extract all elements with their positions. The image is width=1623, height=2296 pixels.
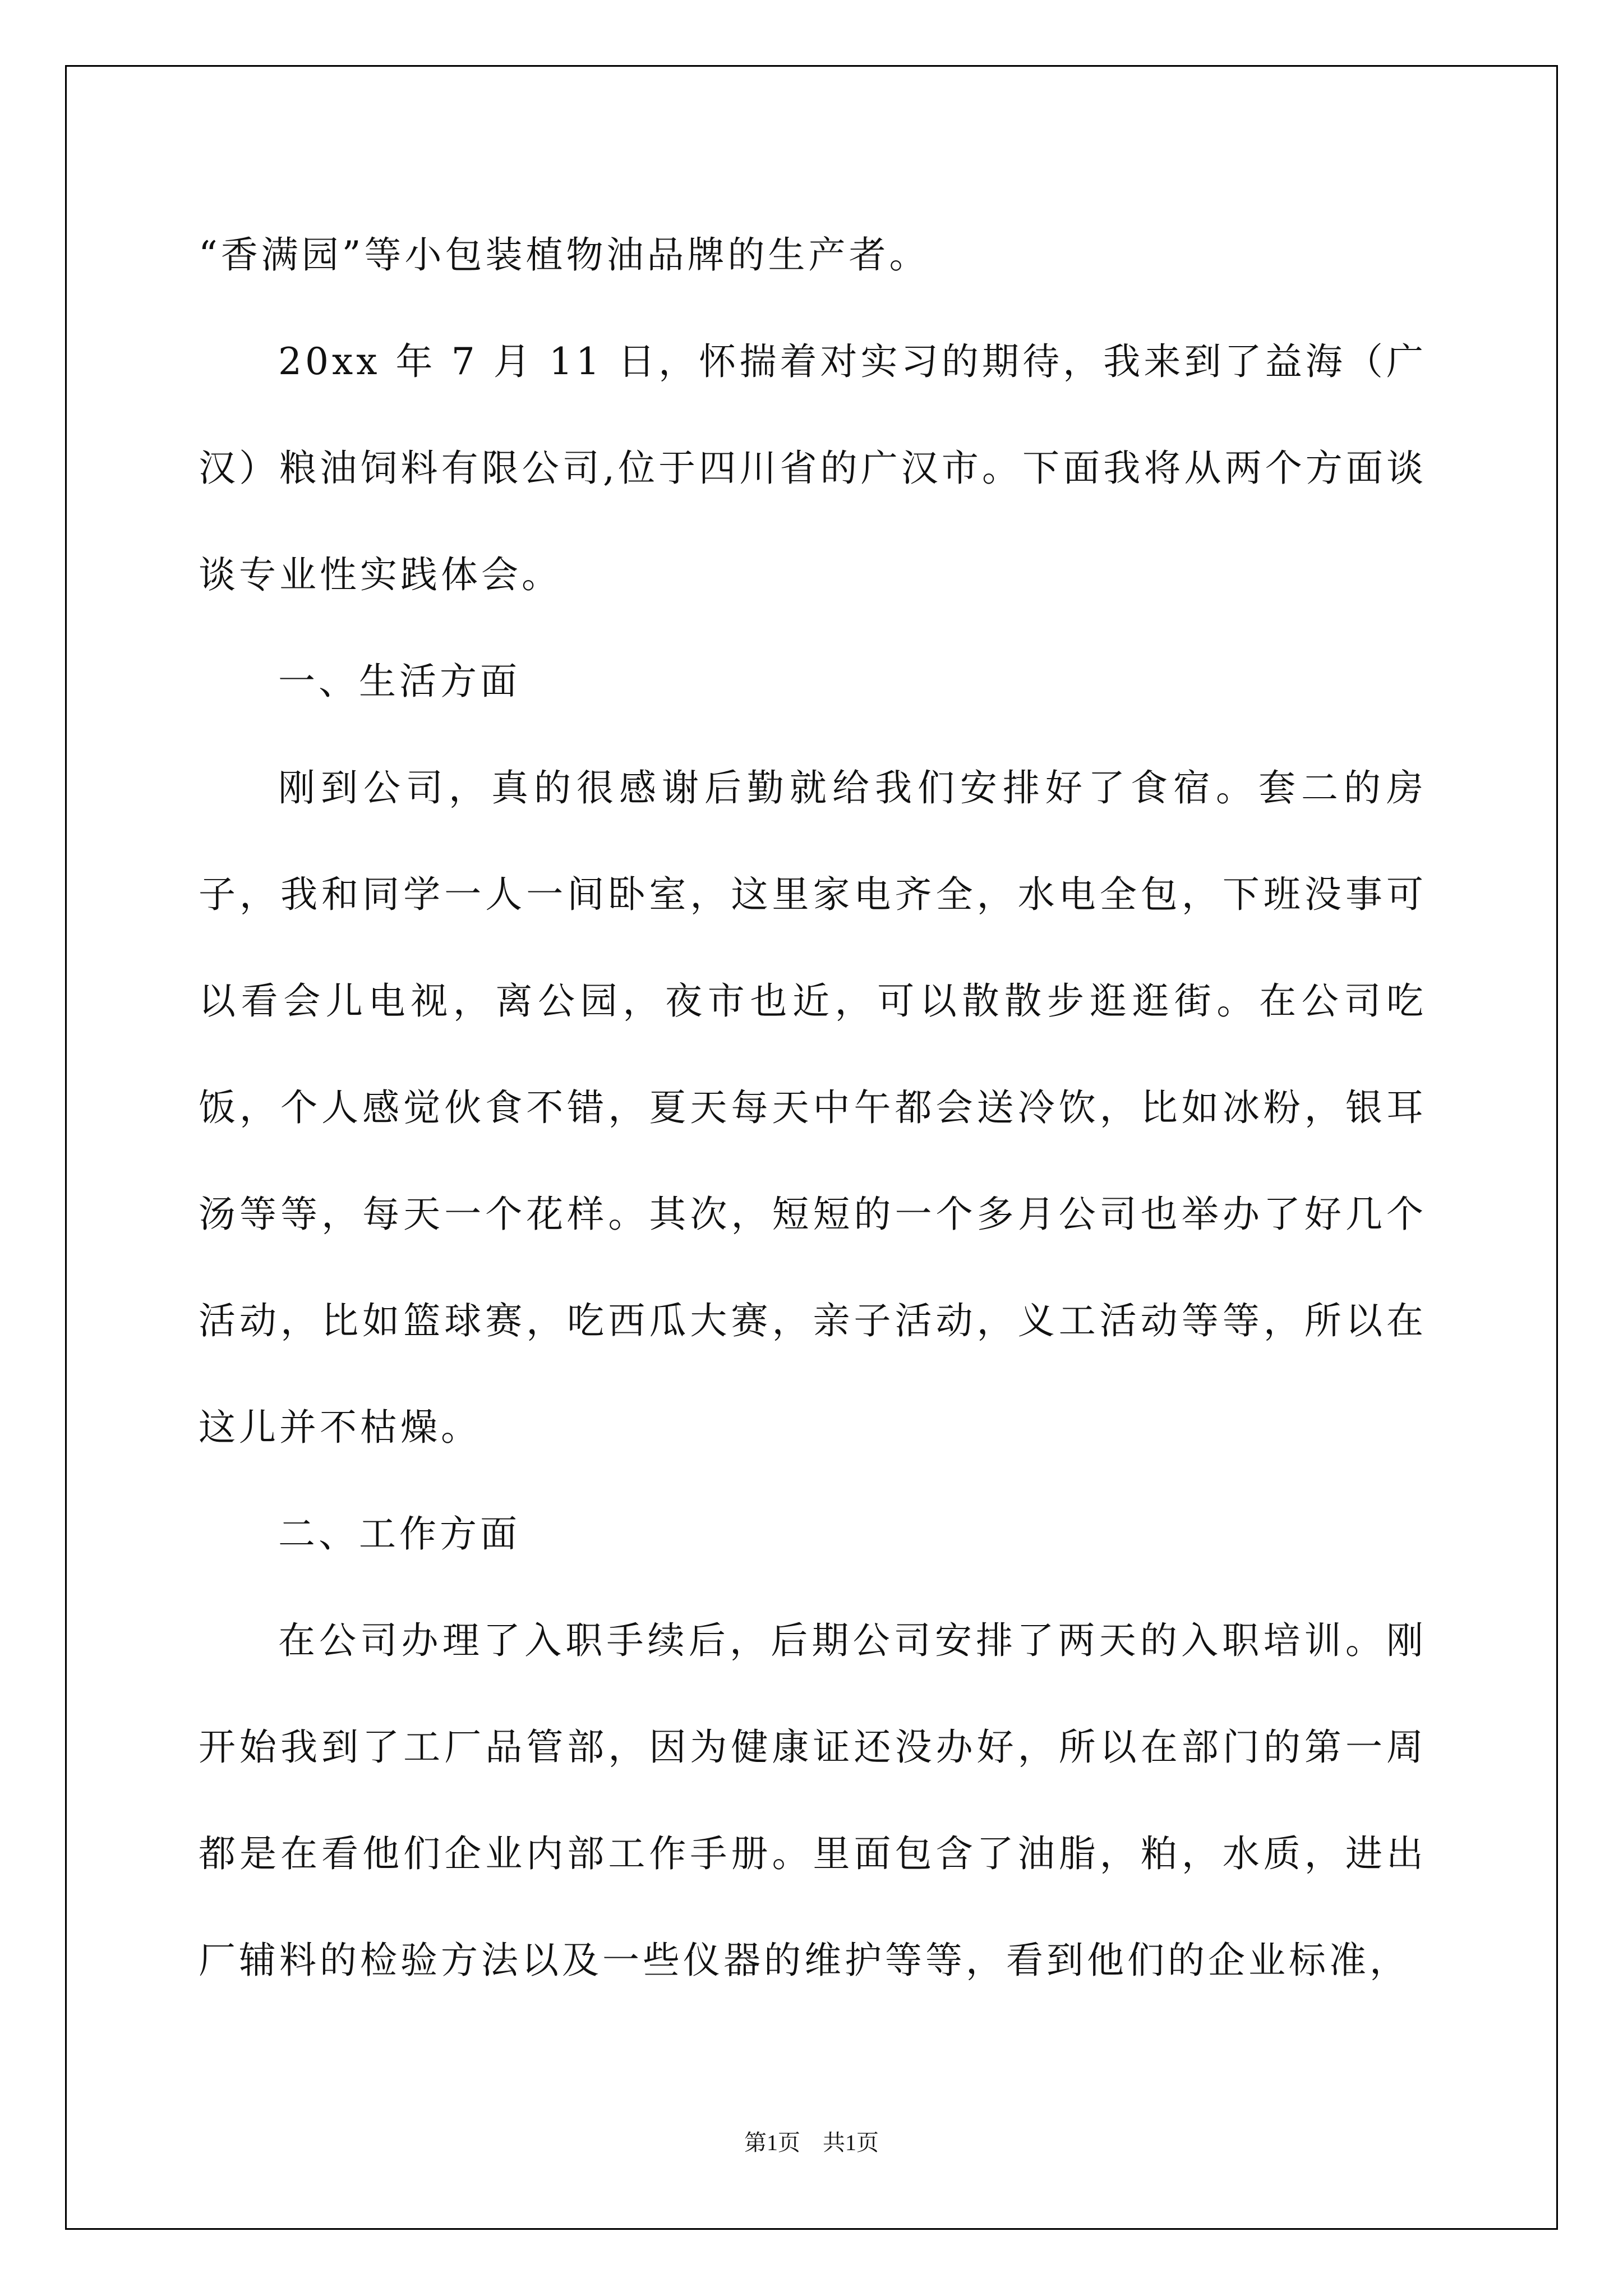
document-body bbox=[199, 202, 1427, 2014]
paragraph-life: 刚到公司，真的很感谢后勤就给我们安排好了食宿。套二的房子，我和同学一人一间卧室，这里家电齐全，水电全包，下班没事可以看会儿电视，离公园，夜市也近，可以散散步逛逛街。在公司吃饭，个人感觉伙食不错，夏天每天中午都会送冷饮，比如冰粉，银耳汤等等，每天一个花样。其次，短短的一个多月公司也举办了好几个活动，比如篮球赛，吃西瓜大赛，亲子活动，义工活动等等，所以在这儿并不枯燥。 bbox=[199, 766, 1427, 1449]
section-heading-work: 二、工作方面 bbox=[278, 1512, 520, 1556]
paragraph-intro: 20xx 年 7 月 11 日，怀揣着对实习的期待，我来到了益海（广汉）粮油饲料有限公司,位于四川省的广汉市。下面我将从两个方面谈谈专业性实践体会。 bbox=[199, 340, 1427, 596]
page-number-footer: 第1页 共1页 bbox=[744, 2130, 879, 2155]
section-heading-life: 一、生活方面 bbox=[278, 660, 520, 703]
paragraph-work: 在公司办理了入职手续后，后期公司安排了两天的入职培训。刚开始我到了工厂品管部，因为健康证还没办好，所以在部门的第一周都是在看他们企业内部工作手册。里面包含了油脂，粕，水质，进出厂辅料的检验方法以及一些仪器的维护等等，看到他们的企业标准， bbox=[199, 1619, 1427, 1982]
paragraph-continuation: “香满园”等小包装植物油品牌的生产者。 bbox=[199, 233, 930, 277]
